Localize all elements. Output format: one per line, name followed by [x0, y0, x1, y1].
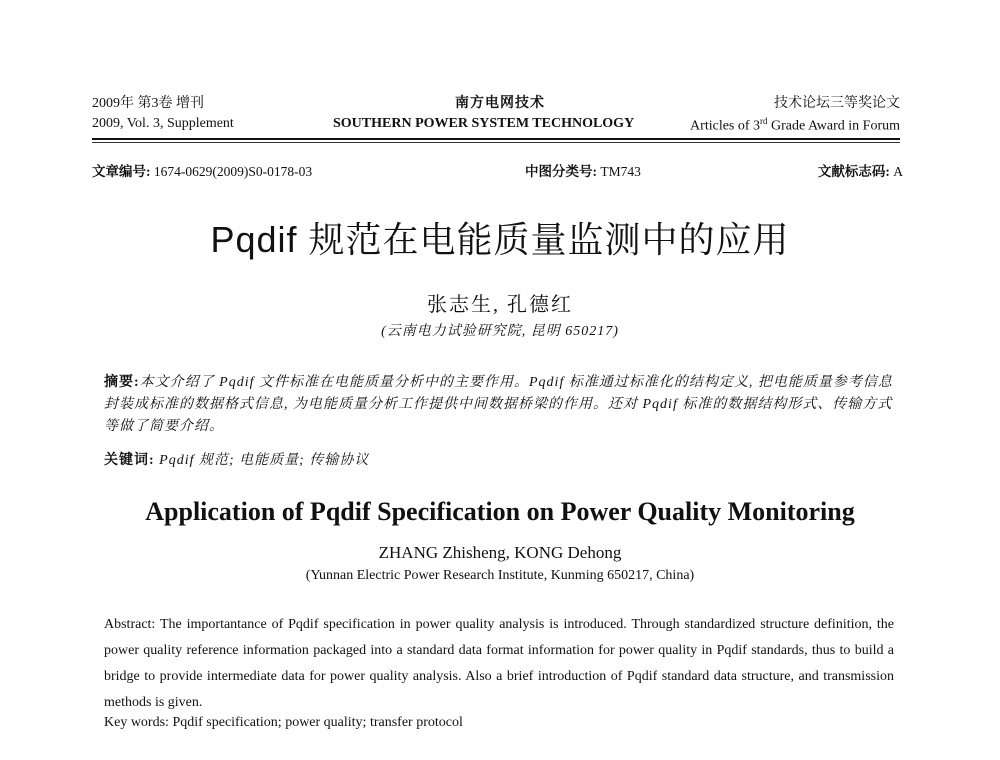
header-rule-thin [92, 142, 900, 143]
header-issue-cn: 2009年 第3卷 增刊 [92, 96, 204, 111]
authors-cn: 张志生, 孔德红 [427, 294, 573, 316]
title-cn: Pqdif 规范在电能质量监测中的应用 [210, 219, 790, 260]
header-rule [92, 138, 900, 140]
header-award-en: Articles of 3rd Grade Award in Forum [690, 116, 900, 134]
article-number: 文章编号: 1674-0629(2009)S0-0178-03 [92, 164, 313, 179]
affiliation-en: (Yunnan Electric Power Research Institute, Kunming 650217, China) [305, 568, 695, 583]
keywords-en: Key words: Pqdif specification; power quality; transfer protocol [104, 715, 463, 730]
abstract-cn: 摘要:本文介绍了 Pqdif 文件标准在电能质量分析中的主要作用。Pqdif 标准通过标准化的结构定义, 把电能质量参考信息封装成标准的数据格式信息, 为电能质量分析工作提供中间数据桥梁的作用。还对 Pqdif 标准的数据结构形式、传输方式等做了简要介绍。 [104, 375, 893, 434]
header-journal-cn: 南方电网技术 [455, 96, 545, 111]
abstract-en: Abstract: The importantance of Pqdif specification in power quality analysis is introduced. Through standardized structure definition, the power quality reference information packaged into a standard data format information for power quality in Pqdif standards, thus to build a bridge to provide intermediate data for power quality analysis. Also a brief introduction of Pqdif standard data structure, and transmission methods is given. [104, 617, 894, 710]
header-journal-en: SOUTHERN POWER SYSTEM TECHNOLOGY [333, 116, 635, 131]
header-award-cn: 技术论坛三等奖论文 [774, 96, 900, 111]
keywords-cn: 关键词: Pqdif 规范; 电能质量; 传输协议 [104, 453, 370, 468]
affiliation-cn: (云南电力试验研究院, 昆明 650217) [381, 324, 619, 339]
title-en: Application of Pqdif Specification on Power Quality Monitoring [145, 497, 855, 526]
authors-en: ZHANG Zhisheng, KONG Dehong [378, 543, 622, 562]
document-code: 文献标志码: A [817, 164, 903, 179]
classification-number: 中图分类号: TM743 [525, 164, 641, 179]
header-issue-en: 2009, Vol. 3, Supplement [92, 116, 234, 131]
